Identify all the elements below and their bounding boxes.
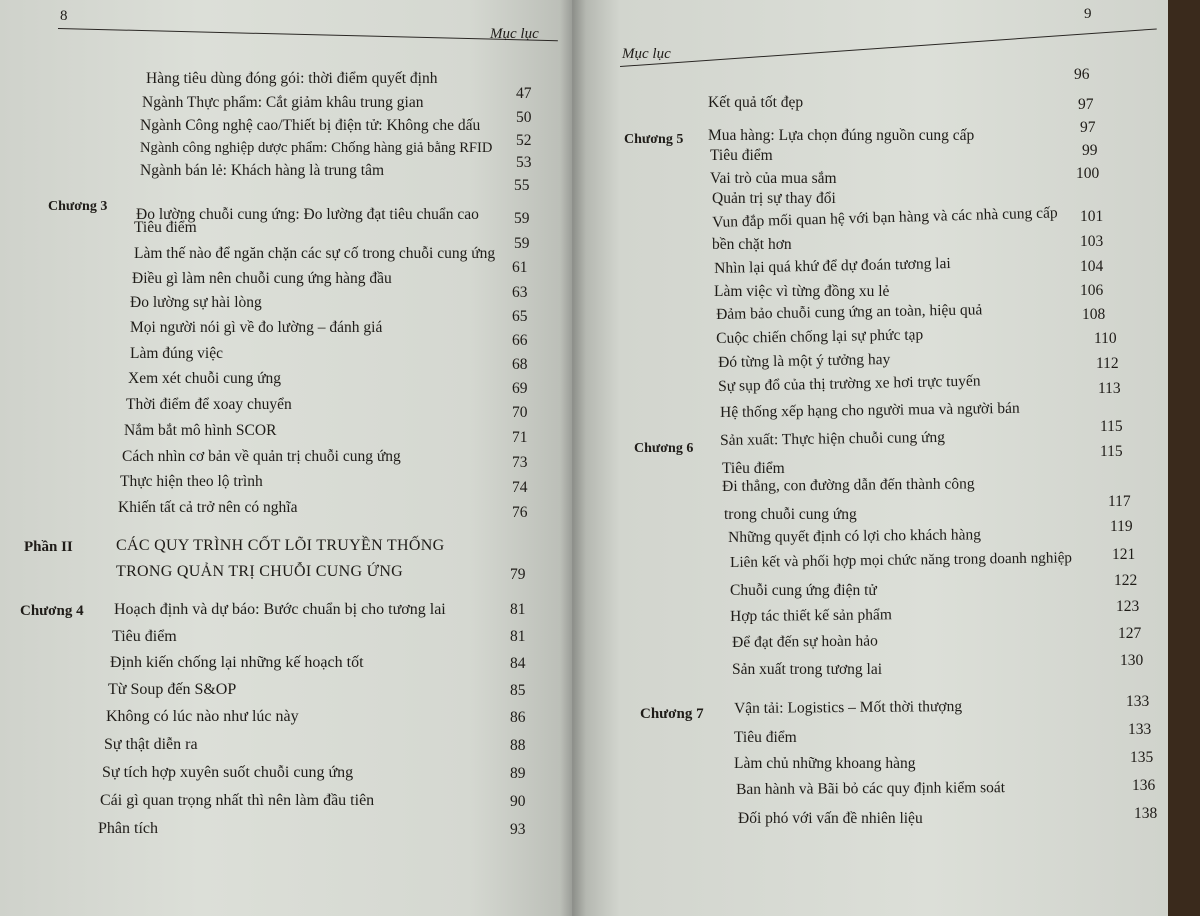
toc-entry: Sự sụp đổ của thị trường xe hơi trực tuyến <box>718 372 981 395</box>
toc-page-number: 81 <box>510 601 526 618</box>
toc-page-number: 99 <box>1082 142 1098 159</box>
toc-page-number: 69 <box>512 380 528 397</box>
toc-page-number: 123 <box>1116 598 1140 615</box>
header-rule <box>58 28 558 41</box>
chapter-6-label: Chương 6 <box>634 441 694 456</box>
toc-entry: Ngành công nghiệp dược phẩm: Chống hàng giả bằng RFID <box>140 140 493 156</box>
toc-page-number: 104 <box>1080 258 1104 275</box>
toc-page-number: 86 <box>510 709 526 726</box>
toc-entry: Ngành Thực phẩm: Cắt giảm khâu trung gian <box>142 94 424 111</box>
chapter-4-label: Chương 4 <box>20 603 84 619</box>
toc-entry: Không có lúc nào như lúc này <box>106 708 299 725</box>
toc-entry: Tiêu điểm <box>722 460 785 477</box>
toc-entry: Thực hiện theo lộ trình <box>120 473 263 490</box>
toc-entry: Sản xuất trong tương lai <box>732 661 883 678</box>
toc-page-number: 127 <box>1118 625 1142 642</box>
toc-entry: Vai trò của mua sắm <box>710 170 837 187</box>
toc-entry: bền chặt hơn <box>712 236 792 253</box>
toc-page-number: 71 <box>512 429 528 446</box>
toc-page-number: 119 <box>1110 518 1133 535</box>
toc-entry: Chuỗi cung ứng điện tử <box>730 582 877 599</box>
part-2-label: Phần II <box>24 539 73 555</box>
toc-page-number: 135 <box>1130 749 1154 766</box>
running-head: Mục lục <box>490 26 539 42</box>
toc-entry: Tiêu điểm <box>710 147 773 164</box>
chapter-3-title: Đo lường chuỗi cung ứng: Đo lường đạt tiêu chuẩn cao <box>136 206 479 223</box>
toc-page-number: 70 <box>512 404 528 421</box>
toc-page-number: 55 <box>514 177 530 194</box>
toc-page-number: 61 <box>512 259 528 276</box>
toc-entry: Để đạt đến sự hoàn hảo <box>732 632 878 651</box>
toc-page-number: 59 <box>514 210 530 227</box>
part-2-title-line-2: TRONG QUẢN TRỊ CHUỖI CUNG ỨNG <box>116 563 404 580</box>
toc-entry: Những quyết định có lợi cho khách hàng <box>728 526 982 546</box>
toc-page-number: 138 <box>1134 805 1158 822</box>
toc-entry: Mọi người nói gì về đo lường – đánh giá <box>130 319 383 336</box>
toc-page-number: 88 <box>510 737 526 754</box>
toc-page-number: 66 <box>512 332 528 349</box>
toc-entry: Tiêu điểm <box>112 628 177 645</box>
toc-page-number: 96 <box>1074 66 1090 83</box>
toc-page-number: 50 <box>516 109 532 126</box>
toc-entry: Hàng tiêu dùng đóng gói: thời điểm quyết định <box>146 70 438 87</box>
book-gutter <box>560 0 586 916</box>
toc-entry: Sự thật diễn ra <box>104 736 198 753</box>
toc-entry: Đo lường sự hài lòng <box>130 294 262 311</box>
toc-entry: Ngành Công nghệ cao/Thiết bị điện tử: Không che dấu <box>140 117 481 134</box>
toc-entry: Cách nhìn cơ bản về quản trị chuỗi cung ứng <box>122 448 401 465</box>
chapter-3-label: Chương 3 <box>48 199 108 214</box>
toc-page-number: 53 <box>516 154 532 171</box>
toc-page-number: 108 <box>1082 306 1106 323</box>
toc-entry: Xem xét chuỗi cung ứng <box>128 370 282 387</box>
toc-page-number: 89 <box>510 765 526 782</box>
toc-entry: Nhìn lại quá khứ để dự đoán tương lai <box>714 255 951 277</box>
page-number: 9 <box>1084 6 1092 22</box>
part-2-title-line-1: CÁC QUY TRÌNH CỐT LÕI TRUYỀN THỐNG <box>116 537 445 554</box>
toc-entry: Làm việc vì từng đồng xu lẻ <box>714 283 890 300</box>
toc-page-number: 97 <box>1080 119 1096 136</box>
toc-page-number: 103 <box>1080 233 1104 250</box>
toc-entry: Điều gì làm nên chuỗi cung ứng hàng đầu <box>132 270 392 287</box>
toc-entry: Ngành bán lẻ: Khách hàng là trung tâm <box>140 162 385 179</box>
toc-entry: Quản trị sự thay đổi <box>712 190 836 207</box>
header-rule <box>620 28 1157 67</box>
left-page <box>0 0 572 916</box>
toc-page-number: 52 <box>516 132 532 149</box>
toc-page-number: 59 <box>514 235 530 252</box>
toc-page-number: 100 <box>1076 165 1100 182</box>
toc-entry: Hệ thống xếp hạng cho người mua và người bán <box>720 399 1020 421</box>
toc-page-number: 73 <box>512 454 528 471</box>
toc-page-number: 97 <box>1078 96 1094 113</box>
toc-entry: Đó từng là một ý tưởng hay <box>718 350 891 371</box>
toc-entry: Hợp tác thiết kế sản phẩm <box>730 606 893 625</box>
toc-entry: Nắm bắt mô hình SCOR <box>124 422 277 439</box>
toc-entry: Cái gì quan trọng nhất thì nên làm đầu tiên <box>100 792 375 809</box>
running-head: Mục lục <box>622 46 671 62</box>
toc-entry: Ban hành và Bãi bỏ các quy định kiểm soát <box>736 779 1006 798</box>
chapter-5-label: Chương 5 <box>624 132 684 147</box>
toc-entry: Kết quả tốt đẹp <box>708 94 804 111</box>
toc-page-number: 74 <box>512 479 528 496</box>
toc-entry: Làm thế nào để ngăn chặn các sự cố trong chuỗi cung ứng <box>134 245 496 262</box>
toc-page-number: 113 <box>1098 380 1121 397</box>
toc-page-number: 115 <box>1100 418 1123 435</box>
toc-page-number: 121 <box>1112 546 1136 563</box>
toc-page-number: 130 <box>1120 652 1144 669</box>
toc-page-number: 84 <box>510 655 526 672</box>
chapter-7-title: Vận tải: Logistics – Mốt thời thượng <box>734 698 963 717</box>
toc-page-number: 117 <box>1108 493 1131 510</box>
chapter-7-label: Chương 7 <box>640 706 704 722</box>
toc-entry: Từ Soup đến S&OP <box>108 681 237 698</box>
toc-entry: Đối phó với vấn đề nhiên liệu <box>738 810 923 827</box>
toc-entry: Phân tích <box>98 820 158 837</box>
toc-entry: trong chuỗi cung ứng <box>724 506 857 523</box>
toc-entry: Làm chủ những khoang hàng <box>734 755 916 772</box>
toc-entry: Khiến tất cả trở nên có nghĩa <box>118 499 298 516</box>
toc-page-number: 90 <box>510 793 526 810</box>
toc-page-number: 112 <box>1096 355 1119 372</box>
toc-page-number: 115 <box>1100 443 1123 460</box>
chapter-6-title: Sản xuất: Thực hiện chuỗi cung ứng <box>720 428 946 449</box>
toc-page-number: 133 <box>1128 721 1152 738</box>
toc-entry: Thời điểm để xoay chuyển <box>126 396 292 413</box>
toc-entry: Đi thẳng, con đường dẫn đến thành công <box>722 475 975 495</box>
toc-entry: Cuộc chiến chống lại sự phức tạp <box>716 326 924 347</box>
toc-entry: Định kiến chống lại những kế hoạch tốt <box>110 654 364 671</box>
toc-page-number: 93 <box>510 821 526 838</box>
toc-page-number: 65 <box>512 308 528 325</box>
toc-page-number: 76 <box>512 504 528 521</box>
toc-entry: Tiêu điểm <box>734 729 797 746</box>
toc-entry: Liên kết và phối hợp mọi chức năng trong doanh nghiệp <box>730 549 1073 571</box>
toc-page-number: 85 <box>510 682 526 699</box>
toc-page-number: 101 <box>1080 208 1104 225</box>
toc-page-number: 136 <box>1132 777 1156 794</box>
page-number: 8 <box>60 8 68 24</box>
toc-page-number: 79 <box>510 566 526 583</box>
toc-page-number: 63 <box>512 284 528 301</box>
toc-page-number: 68 <box>512 356 528 373</box>
chapter-5-title: Mua hàng: Lựa chọn đúng nguồn cung cấp <box>708 127 975 144</box>
toc-page-number: 122 <box>1114 572 1138 589</box>
toc-entry: Vun đắp mối quan hệ với bạn hàng và các nhà cung cấp <box>712 204 1058 231</box>
toc-page-number: 133 <box>1126 693 1150 710</box>
toc-page-number: 47 <box>516 85 532 102</box>
chapter-4-title: Hoạch định và dự báo: Bước chuẩn bị cho tương lai <box>114 601 446 618</box>
toc-page-number: 110 <box>1094 330 1117 347</box>
toc-entry: Tiêu điểm <box>134 219 197 236</box>
toc-entry: Đảm bảo chuỗi cung ứng an toàn, hiệu quả <box>716 301 983 323</box>
toc-page-number: 106 <box>1080 282 1104 299</box>
toc-entry: Làm đúng việc <box>130 345 223 362</box>
toc-entry: Sự tích hợp xuyên suốt chuỗi cung ứng <box>102 764 354 781</box>
right-page <box>572 0 1168 916</box>
toc-page-number: 81 <box>510 628 526 645</box>
